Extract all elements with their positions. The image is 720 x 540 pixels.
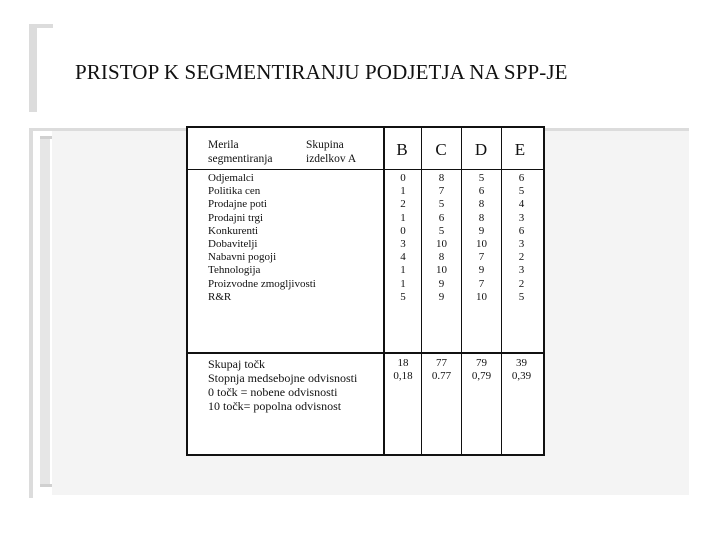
cell: 5 xyxy=(438,224,445,237)
dependency-label: Stopnja medsebojne odvisnosti xyxy=(208,371,358,385)
decorative-bar xyxy=(29,24,53,28)
column-c-values xyxy=(422,172,461,304)
cell: 2 xyxy=(518,251,525,264)
cell: 6 xyxy=(438,211,445,224)
row-label: R&R xyxy=(208,290,232,303)
row-label: Proizvodne zmogljivosti xyxy=(208,277,316,290)
criteria-list xyxy=(208,172,316,304)
cell: 3 xyxy=(400,237,406,250)
cell: 7 xyxy=(438,185,445,198)
row-label: Prodajne poti xyxy=(208,198,267,211)
dependency-b: 0,18 xyxy=(393,370,413,382)
column-header-c: C xyxy=(435,140,447,159)
summary-b xyxy=(385,357,421,383)
cell: 10 xyxy=(476,237,487,250)
row-label: Odjemalci xyxy=(208,172,254,184)
decorative-bracket xyxy=(40,484,52,487)
cell: 0 xyxy=(400,172,406,184)
decorative-bracket xyxy=(40,136,50,486)
cell: 10 xyxy=(476,290,487,303)
summary-divider xyxy=(188,352,543,354)
cell: 8 xyxy=(478,211,485,224)
cell: 1 xyxy=(400,211,406,224)
dependency-c: 0.77 xyxy=(431,370,452,382)
cell: 5 xyxy=(400,290,406,303)
cell: 8 xyxy=(438,251,445,264)
legend-ten: 10 točk= popolna odvisnost xyxy=(208,399,342,413)
cell: 1 xyxy=(400,264,406,277)
cell: 0 xyxy=(400,224,406,237)
cell: 1 xyxy=(400,277,406,290)
row-label: Nabavni pogoji xyxy=(208,251,277,264)
cell: 7 xyxy=(478,251,485,264)
cell: 10 xyxy=(436,237,447,250)
decorative-bar xyxy=(29,128,33,498)
cell: 9 xyxy=(478,264,485,277)
cell: 9 xyxy=(478,224,485,237)
summary-d xyxy=(462,357,501,383)
segmentation-table xyxy=(186,126,545,456)
total-c: 77 xyxy=(436,357,447,369)
row-label: Prodajni trgi xyxy=(208,211,264,224)
row-label: Tehnologija xyxy=(208,264,261,277)
cell: 9 xyxy=(438,290,445,303)
cell: 7 xyxy=(478,277,485,290)
cell: 3 xyxy=(518,211,525,224)
cell: 4 xyxy=(400,251,406,264)
cell: 6 xyxy=(518,224,525,237)
cell: 5 xyxy=(518,185,525,198)
row-label: Konkurenti xyxy=(208,224,259,237)
cell: 1 xyxy=(400,185,406,198)
decorative-bracket xyxy=(40,136,52,139)
header-criteria: Merila segmentiranja xyxy=(208,139,273,165)
row-label: Dobavitelji xyxy=(208,237,258,250)
column-header-b: B xyxy=(396,140,408,159)
column-d-values xyxy=(462,172,501,304)
cell: 6 xyxy=(518,172,525,184)
column-e-values xyxy=(502,172,541,304)
decorative-bar xyxy=(29,24,37,112)
summary-e xyxy=(502,357,541,383)
total-e: 39 xyxy=(516,357,527,369)
cell: 5 xyxy=(438,198,445,211)
column-header-e: E xyxy=(514,140,526,159)
cell: 10 xyxy=(436,264,447,277)
header-divider xyxy=(188,169,543,170)
legend-zero: 0 točk = nobene odvisnosti xyxy=(208,385,338,399)
header-group: Skupina izdelkov A xyxy=(306,139,357,165)
cell: 4 xyxy=(518,198,525,211)
total-d: 79 xyxy=(476,357,487,369)
cell: 6 xyxy=(478,185,485,198)
cell: 3 xyxy=(518,237,525,250)
slide-title: PRISTOP K SEGMENTIRANJU PODJETJA NA SPP-JE xyxy=(75,60,568,84)
dependency-d: 0,79 xyxy=(471,370,492,382)
cell: 2 xyxy=(400,198,406,211)
column-b-values xyxy=(385,172,421,304)
column-header-d: D xyxy=(474,140,488,159)
row-label: Politika cen xyxy=(208,185,261,198)
summary-c xyxy=(422,357,461,383)
cell: 8 xyxy=(438,172,445,184)
dependency-e: 0,39 xyxy=(511,370,532,382)
cell: 2 xyxy=(518,277,525,290)
cell: 5 xyxy=(518,290,525,303)
cell: 5 xyxy=(478,172,485,184)
summary-labels xyxy=(208,357,357,413)
cell: 8 xyxy=(478,198,485,211)
total-b: 18 xyxy=(397,357,409,369)
cell: 9 xyxy=(438,277,445,290)
total-points-label: Skupaj točk xyxy=(208,357,265,371)
cell: 3 xyxy=(518,264,525,277)
